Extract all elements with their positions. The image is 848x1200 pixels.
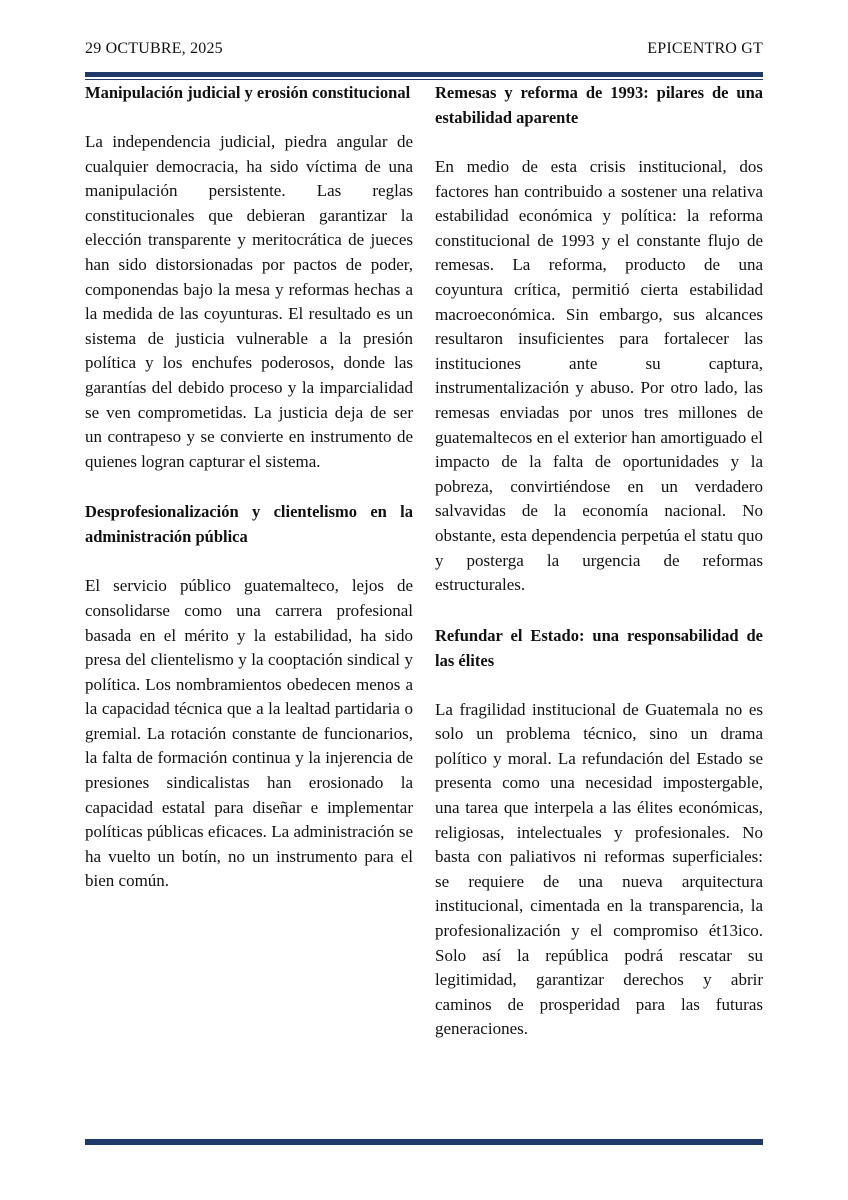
left-column <box>85 80 413 894</box>
header-publication: EPICENTRO GT <box>647 40 763 57</box>
top-rule <box>85 72 763 80</box>
header-date: 29 OCTUBRE, 2025 <box>85 40 223 57</box>
bottom-rule <box>85 1139 763 1145</box>
page-header <box>85 40 763 64</box>
section-title-clientelismo: Desprofesionalización y clientelismo en la administración pública <box>85 502 413 547</box>
section-body-remesas: En medio de esta crisis institucional, dos factores han contribuido a sostener una relativa estabilidad económica y política: la reforma constitucional de 1993 y el constante flujo de remesas. La reforma, producto de una coyuntura crítica, permitió cierta estabilidad macroeconómica. Sin embargo, sus alcances resultaron insuficientes para fortalecer las instituciones ante su captura, instrumentalización y abuso. Por otro lado, las remesas enviadas por unos tres millones de guatemaltecos en el exterior han amortiguado el impacto de la falta de oportunidades y la pobreza, convirtiéndose en un verdadero salvavidas de la economía nacional. No obstante, esta dependencia perpetúa el statu quo y posterga la urgencia de reformas estructurales. <box>435 157 763 595</box>
section-title-remesas: Remesas y reforma de 1993: pilares de una estabilidad aparente <box>435 83 763 127</box>
section-body-refundar: La fragilidad institucional de Guatemala no es solo un problema técnico, sino un drama político y moral. La refundación del Estado se presenta como una necesidad impostergable, una tarea que interpela a las élites económicas, religiosas, intelectuales y profesionales. No basta con paliativos ni reformas superficiales: se requiere de una nueva arquitectura institucional, cimentada en la transparencia, la profesionalización y el compromiso ét13ico. Solo así la república podrá rescatar su legitimidad, garantizar derechos y abrir caminos de prosperidad para las futuras generaciones. <box>435 699 763 1039</box>
section-body-judicial: La independencia judicial, piedra angular de cualquier democracia, ha sido víctima de una manipulación persistente. Las reglas constitucionales que debieran garantizar la elección transparente y meritocrática de jueces han sido distorsionadas por pactos de poder, componendas bajo la mesa y reformas hechas a la medida de las coyunturas. El resultado es un sistema de justicia vulnerable a la presión política y los enchufes poderosos, donde las garantías del debido proceso y la imparcialidad se ven comprometidas. La justicia deja de ser un contrapeso y se convierte en instrumento de quienes logran capturar el sistema. <box>85 132 413 471</box>
right-column <box>435 80 763 1042</box>
section-title-judicial: Manipulación judicial y erosión constitucional <box>85 83 411 102</box>
section-body-clientelismo: El servicio público guatemalteco, lejos de consolidarse como una carrera profesional basada en el mérito y la estabilidad, ha sido presa del clientelismo y la cooptación sindical y política. Los nombramientos obedecen menos a la capacidad técnica que a la lealtad partidaria o gremial. La rotación constante de funcionarios, la falta de formación continua y la injerencia de presiones sindicalistas han erosionado la capacidad estatal para diseñar e implementar políticas públicas eficaces. La administración se ha vuelto un botín, no un instrumento para el bien común. <box>85 576 413 891</box>
section-title-refundar: Refundar el Estado: una responsabilidad de las élites <box>435 625 763 670</box>
